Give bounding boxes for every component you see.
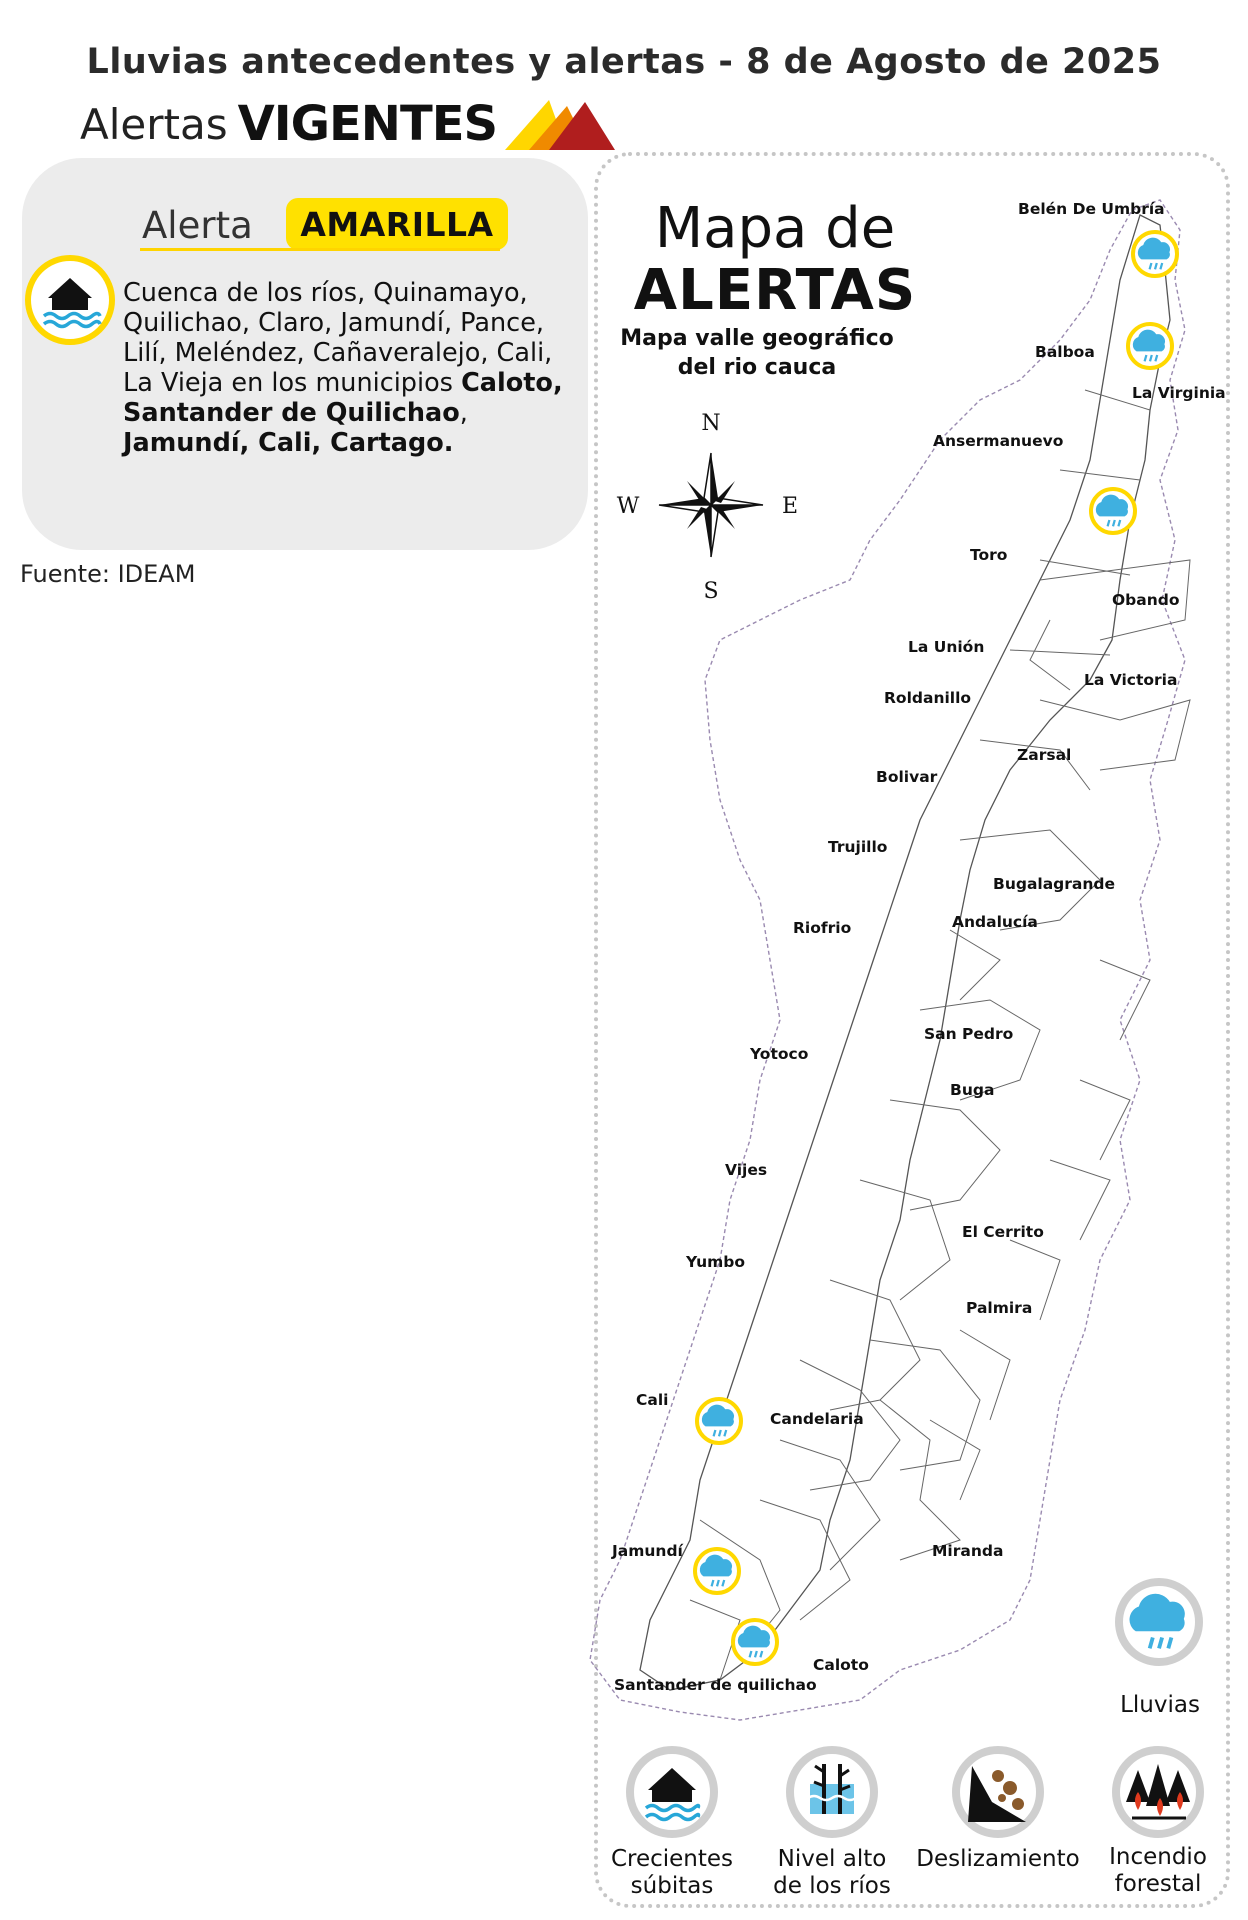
map-title-line1: Mapa de xyxy=(654,196,896,261)
municipality-label: Yotoco xyxy=(750,1045,809,1063)
municipality-label: Riofrio xyxy=(793,919,852,937)
municipality-label: Balboa xyxy=(1035,343,1095,361)
compass-n: N xyxy=(701,411,721,436)
compass-e: E xyxy=(781,494,799,519)
rain-marker-icon xyxy=(1128,324,1172,368)
legend-item-fire xyxy=(1078,1844,1238,1898)
legend-item-line1: Crecientes xyxy=(610,1846,734,1872)
legend-rain-icon xyxy=(1119,1582,1199,1662)
municipality-label: Trujillo xyxy=(828,838,888,856)
municipality-label: Vijes xyxy=(725,1161,768,1179)
municipality-label: Jamundí xyxy=(612,1542,683,1560)
legend-item-line2: súbitas xyxy=(630,1873,714,1899)
rain-marker-icon xyxy=(733,1620,777,1664)
alert-text-bold-1: Caloto, Santander de Quilichao xyxy=(123,368,563,428)
municipality-label: La Victoria xyxy=(1084,671,1178,689)
map-subtitle-line2: del rio cauca xyxy=(677,355,837,380)
municipality-label: Miranda xyxy=(932,1542,1004,1560)
legend-item-line1: Deslizamiento xyxy=(916,1846,1080,1872)
rain-marker-icon xyxy=(697,1399,741,1443)
municipality-label: Buga xyxy=(950,1081,995,1099)
brand-light-text: Alertas xyxy=(80,99,228,149)
legend-item-line2: forestal xyxy=(1114,1871,1202,1897)
municipality-label: Cali xyxy=(636,1391,669,1409)
municipality-label: Obando xyxy=(1112,591,1180,609)
municipality-label: El Cerrito xyxy=(962,1223,1044,1241)
page-title: Lluvias antecedentes y alertas - 8 de Agosto de 2025 xyxy=(86,42,1162,82)
municipality-label: La Virginia xyxy=(1132,384,1226,402)
municipality-label: San Pedro xyxy=(924,1025,1014,1043)
municipality-label: La Unión xyxy=(908,638,985,656)
alert-level-badge: AMARILLA xyxy=(286,198,508,250)
brand-bold-text: VIGENTES xyxy=(237,96,498,152)
alert-text-plain: Cuenca de los ríos, Quinamayo, Quilichao, Claro, Jamundí, Pance, Lilí, Meléndez, Cañaveralejo, Cali, La Vieja en los municipios xyxy=(123,278,553,398)
municipality-label: Zarsal xyxy=(1017,746,1072,764)
rain-marker-icon xyxy=(1133,232,1177,276)
forest-fire-icon xyxy=(1116,1750,1200,1834)
rain-marker-icon xyxy=(695,1549,739,1593)
map-title-line2: ALERTAS xyxy=(633,258,917,323)
flood-house-icon xyxy=(630,1750,714,1834)
municipality-label: Ansermanuevo xyxy=(933,432,1064,450)
map-subtitle-line1: Mapa valle geográfico xyxy=(620,326,894,351)
alert-text-bold-2: Jamundí, Cali, Cartago. xyxy=(123,428,454,458)
legend-rain-label: Lluvias xyxy=(1120,1692,1200,1718)
alert-word: Alerta xyxy=(142,204,253,247)
legend-item-flood xyxy=(592,1846,752,1900)
municipality-label: Roldanillo xyxy=(884,689,972,707)
municipality-label: Santander de quilichao xyxy=(614,1676,817,1694)
municipality-label: Yumbo xyxy=(686,1253,746,1271)
compass-s: S xyxy=(703,579,719,604)
alert-text-sep: , xyxy=(459,398,468,428)
legend-item-landslide xyxy=(910,1846,1086,1873)
legend-item-line2: de los ríos xyxy=(773,1873,891,1899)
municipality-label: Caloto xyxy=(813,1656,869,1674)
municipality-label: Andalucía xyxy=(952,913,1038,931)
rain-marker-icon xyxy=(1091,489,1135,533)
legend-item-line1: Incendio xyxy=(1109,1844,1207,1870)
legend-item-line1: Nivel alto xyxy=(777,1846,887,1872)
municipality-label: Candelaria xyxy=(770,1410,864,1428)
river-level-icon xyxy=(790,1750,874,1834)
compass-w: W xyxy=(616,494,640,519)
landslide-icon xyxy=(956,1750,1040,1834)
municipality-label: Toro xyxy=(970,546,1008,564)
source-credit: Fuente: IDEAM xyxy=(20,560,196,588)
compass-rose-icon xyxy=(659,453,763,557)
municipality-label: Palmira xyxy=(966,1299,1033,1317)
municipality-label: Bugalagrande xyxy=(993,875,1116,893)
municipality-label: Belén De Umbría xyxy=(1018,200,1165,218)
legend-item-river xyxy=(752,1846,912,1900)
municipality-label: Bolivar xyxy=(876,768,938,786)
